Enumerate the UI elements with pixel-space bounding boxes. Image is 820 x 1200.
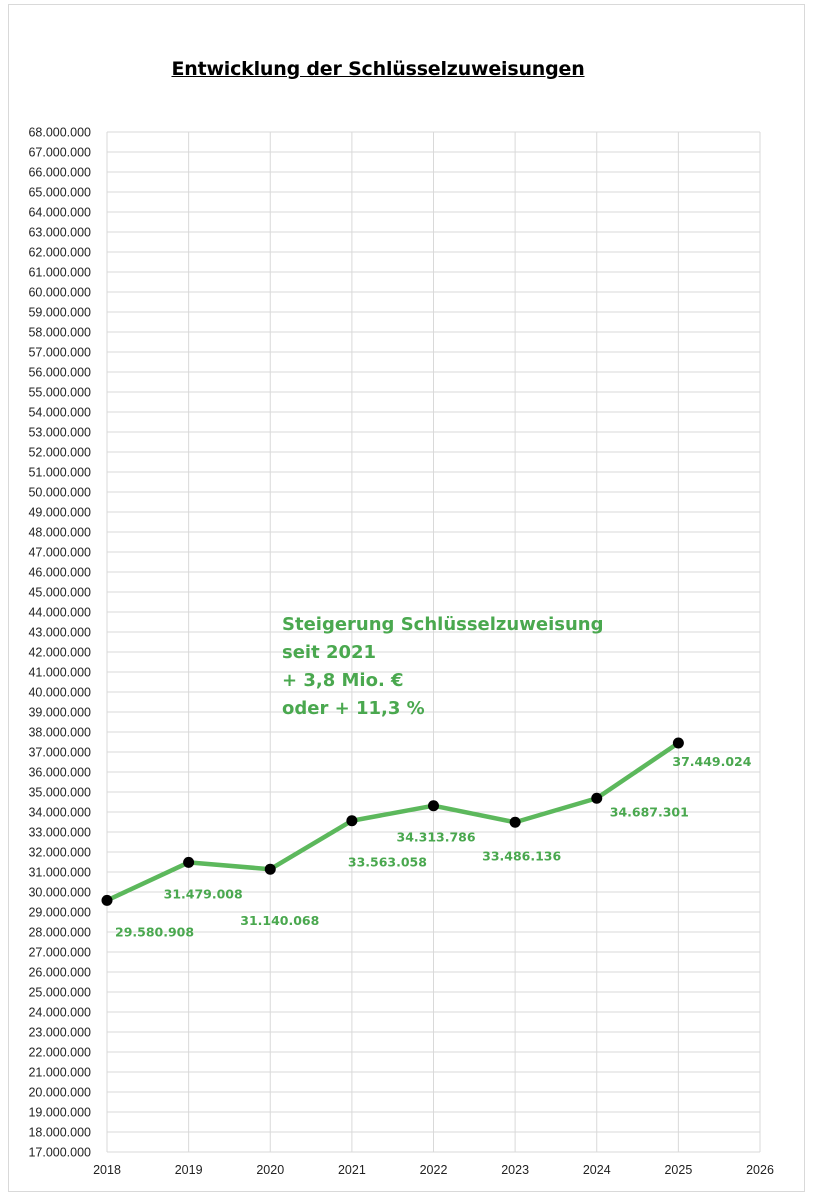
data-label: 37.449.024 <box>672 754 752 770</box>
y-tick-label: 50.000.000 <box>28 485 91 500</box>
y-tick-label: 53.000.000 <box>28 425 91 440</box>
y-tick-label: 44.000.000 <box>28 605 91 620</box>
data-point <box>102 895 113 906</box>
y-tick-label: 26.000.000 <box>28 965 91 980</box>
y-tick-label: 19.000.000 <box>28 1105 91 1120</box>
x-tick-label: 2022 <box>419 1163 448 1177</box>
data-label: 33.563.058 <box>347 854 427 870</box>
data-point <box>510 817 521 828</box>
data-label: 33.486.136 <box>482 848 562 864</box>
data-label: 34.313.786 <box>396 829 476 845</box>
data-point <box>183 857 194 868</box>
y-tick-label: 39.000.000 <box>28 705 91 720</box>
y-tick-label: 37.000.000 <box>28 745 91 760</box>
data-label: 31.140.068 <box>240 913 320 929</box>
y-tick-label: 43.000.000 <box>28 625 91 640</box>
y-tick-label: 54.000.000 <box>28 405 91 420</box>
y-tick-label: 32.000.000 <box>28 845 91 860</box>
y-tick-label: 34.000.000 <box>28 805 91 820</box>
y-tick-label: 47.000.000 <box>28 545 91 560</box>
y-tick-label: 64.000.000 <box>28 205 91 220</box>
data-point <box>428 800 439 811</box>
y-tick-label: 41.000.000 <box>28 665 91 680</box>
y-tick-label: 49.000.000 <box>28 505 91 520</box>
data-point <box>346 815 357 826</box>
x-tick-label: 2020 <box>256 1163 285 1177</box>
y-tick-label: 57.000.000 <box>28 345 91 360</box>
data-point <box>673 738 684 749</box>
x-tick-label: 2024 <box>582 1163 611 1177</box>
y-tick-label: 28.000.000 <box>28 925 91 940</box>
y-tick-label: 30.000.000 <box>28 885 91 900</box>
y-tick-label: 40.000.000 <box>28 685 91 700</box>
y-tick-label: 18.000.000 <box>28 1125 91 1140</box>
y-tick-label: 67.000.000 <box>28 145 91 160</box>
x-tick-label: 2026 <box>746 1163 774 1177</box>
annotation-line: oder + 11,3 % <box>282 698 425 719</box>
data-point <box>591 793 602 804</box>
growth-annotation <box>282 614 603 719</box>
grid-lines <box>107 132 760 1152</box>
y-tick-label: 46.000.000 <box>28 565 91 580</box>
y-tick-label: 58.000.000 <box>28 325 91 340</box>
data-label: 31.479.008 <box>163 886 243 902</box>
y-tick-label: 45.000.000 <box>28 585 91 600</box>
x-tick-label: 2018 <box>93 1163 121 1177</box>
chart-title: Entwicklung der Schlüsselzuweisungen <box>171 58 585 80</box>
x-tick-label: 2023 <box>501 1163 530 1177</box>
series-line <box>107 743 678 900</box>
y-tick-label: 33.000.000 <box>28 825 91 840</box>
y-tick-label: 24.000.000 <box>28 1005 91 1020</box>
y-tick-label: 63.000.000 <box>28 225 91 240</box>
y-tick-label: 65.000.000 <box>28 185 91 200</box>
data-point <box>265 864 276 875</box>
y-tick-label: 51.000.000 <box>28 465 91 480</box>
y-tick-label: 17.000.000 <box>28 1145 91 1160</box>
x-tick-label: 2025 <box>664 1163 693 1177</box>
annotation-line: seit 2021 <box>282 642 377 663</box>
y-tick-label: 29.000.000 <box>28 905 91 920</box>
y-tick-label: 35.000.000 <box>28 785 91 800</box>
y-tick-label: 27.000.000 <box>28 945 91 960</box>
y-tick-label: 38.000.000 <box>28 725 91 740</box>
y-tick-label: 52.000.000 <box>28 445 91 460</box>
x-axis-ticks <box>93 1163 774 1177</box>
y-tick-label: 56.000.000 <box>28 365 91 380</box>
y-tick-label: 42.000.000 <box>28 645 91 660</box>
data-label: 34.687.301 <box>609 804 689 820</box>
y-tick-label: 23.000.000 <box>28 1025 91 1040</box>
y-tick-label: 55.000.000 <box>28 385 91 400</box>
y-tick-label: 31.000.000 <box>28 865 91 880</box>
x-tick-label: 2021 <box>337 1163 366 1177</box>
annotation-line: + 3,8 Mio. € <box>282 670 404 691</box>
y-axis-ticks <box>28 126 91 1160</box>
data-label: 29.580.908 <box>115 924 195 940</box>
y-tick-label: 59.000.000 <box>28 305 91 320</box>
y-tick-label: 21.000.000 <box>28 1065 91 1080</box>
y-tick-label: 68.000.000 <box>28 125 91 140</box>
y-tick-label: 22.000.000 <box>28 1045 91 1060</box>
y-tick-label: 48.000.000 <box>28 525 91 540</box>
y-tick-label: 62.000.000 <box>28 245 91 260</box>
y-tick-label: 36.000.000 <box>28 765 91 780</box>
x-tick-label: 2019 <box>174 1163 203 1177</box>
y-tick-label: 20.000.000 <box>28 1085 91 1100</box>
y-tick-label: 61.000.000 <box>28 265 91 280</box>
y-tick-label: 66.000.000 <box>28 165 91 180</box>
annotation-line: Steigerung Schlüsselzuweisung <box>282 614 604 635</box>
y-tick-label: 60.000.000 <box>28 285 91 300</box>
y-tick-label: 25.000.000 <box>28 985 91 1000</box>
